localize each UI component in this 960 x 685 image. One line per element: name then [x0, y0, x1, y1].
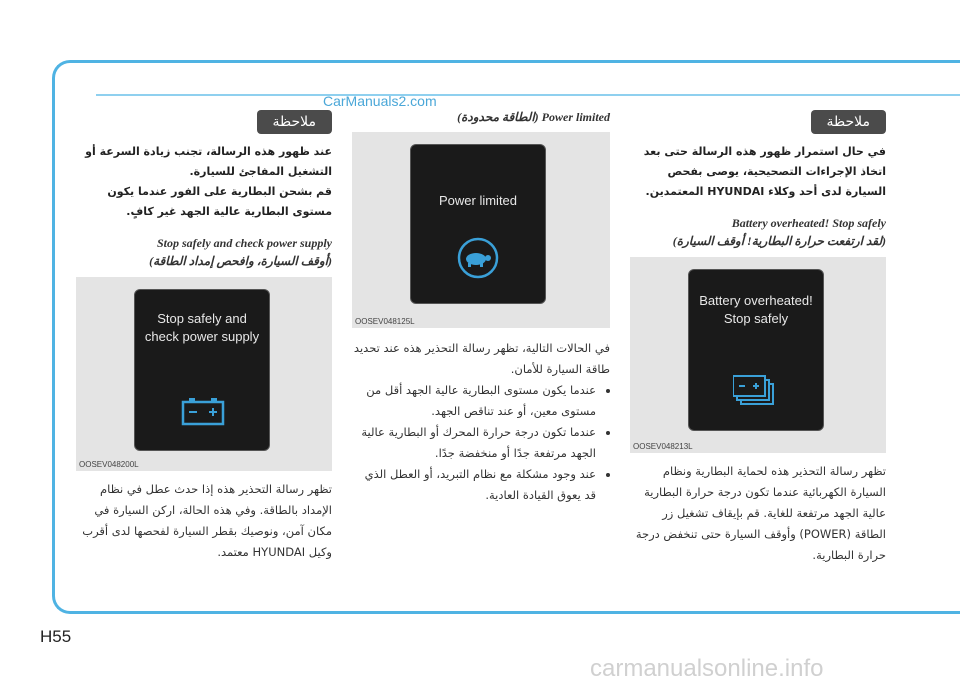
image-code: OOSEV048213L: [633, 442, 693, 451]
note-badge: ملاحظة: [811, 110, 887, 134]
section-title-en: Battery overheated! Stop safely: [731, 216, 886, 230]
intro-text: في الحالات التالية، تظهر رسالة التحذير هذه عند تحديد طاقة السيارة للأمان.: [353, 341, 610, 376]
page-number: H55: [40, 627, 72, 646]
section-title-ar: (لقد ارتفعت حرارة البطارية! أوقف السيارة): [672, 234, 886, 248]
cluster-image-supply: [76, 277, 332, 471]
cluster-image-power: [352, 132, 610, 328]
battery-icon: [181, 396, 225, 426]
note-text: في حال استمرار ظهور هذه الرسالة حتى بعد اتخاذ الإجراءات التصحيحية، يوصى بفحص السيارة لدى أحد وكلاء HYUNDAI المعتمدين.: [643, 145, 886, 198]
note-badge: ملاحظة: [257, 110, 333, 134]
cluster-screen: [134, 289, 270, 451]
image-code: OOSEV048125L: [355, 317, 415, 326]
column-power-limited: [352, 110, 610, 506]
list-item: • عندما تكون درجة حرارة المحرك أو البطارية عالية الجهد مرتفعة جدًا أو منخفضة جدًا.: [352, 422, 596, 464]
section-title-ar: (أوقف السيارة، وافحص إمداد الطاقة): [149, 254, 332, 268]
watermark-top[interactable]: CarManuals2.com: [323, 93, 437, 109]
screen-message: Power limited: [438, 193, 518, 208]
column-power-supply: [76, 110, 332, 563]
cluster-screen: [410, 144, 546, 304]
cluster-screen: [688, 269, 824, 431]
turtle-icon: [457, 237, 499, 279]
section-title-en: Stop safely and check power supply: [157, 236, 332, 250]
image-code: OOSEV048200L: [79, 460, 139, 469]
screen-message: Battery overheated! Stop safely: [699, 293, 813, 326]
note-text-2: قم بشحن البطارية على الفور عندما يكون مستوى البطارية عالية الجهد غير كافٍ.: [107, 185, 332, 218]
cluster-image-battery: [630, 257, 886, 453]
list-item: • عندما يكون مستوى البطارية عالية الجهد أقل من مستوى معين، أو عند تناقص الجهد.: [352, 380, 596, 422]
header-rule: [96, 94, 960, 96]
battery-temp-icon: [733, 374, 781, 414]
body-text: تظهر رسالة التحذير هذه إذا حدث عطل في نظام الإمداد بالطاقة. وفي هذه الحالة، اركن السيارة في مكان آمن، ونوصيك بقطر السيارة لفحصها لدى أقرب وكيل HYUNDAI معتمد.: [82, 482, 332, 559]
condition-list: [352, 380, 610, 506]
watermark-bottom[interactable]: carmanualsonline.info: [590, 655, 824, 682]
column-battery: [630, 110, 886, 566]
note-text: عند ظهور هذه الرسالة، تجنب زيادة السرعة أو التشغيل المفاجئ للسيارة.: [85, 145, 332, 178]
body-text: تظهر رسالة التحذير هذه لحماية البطارية ونظام السيارة الكهربائية عندما تكون درجة حرارة البطارية عالية الجهد مرتفعة للغاية. قم بإيقاف تشغيل زر الطاقة (POWER) وأوقف السيارة حتى تنخفض درجة حرارة البطارية.: [635, 464, 886, 562]
section-title: Power limited (الطاقة محدودة): [457, 110, 610, 124]
list-item: • عند وجود مشكلة مع نظام التبريد، أو العطل الذي قد يعوق القيادة العادية.: [352, 464, 596, 506]
screen-message: Stop safely and check power supply: [144, 311, 260, 344]
